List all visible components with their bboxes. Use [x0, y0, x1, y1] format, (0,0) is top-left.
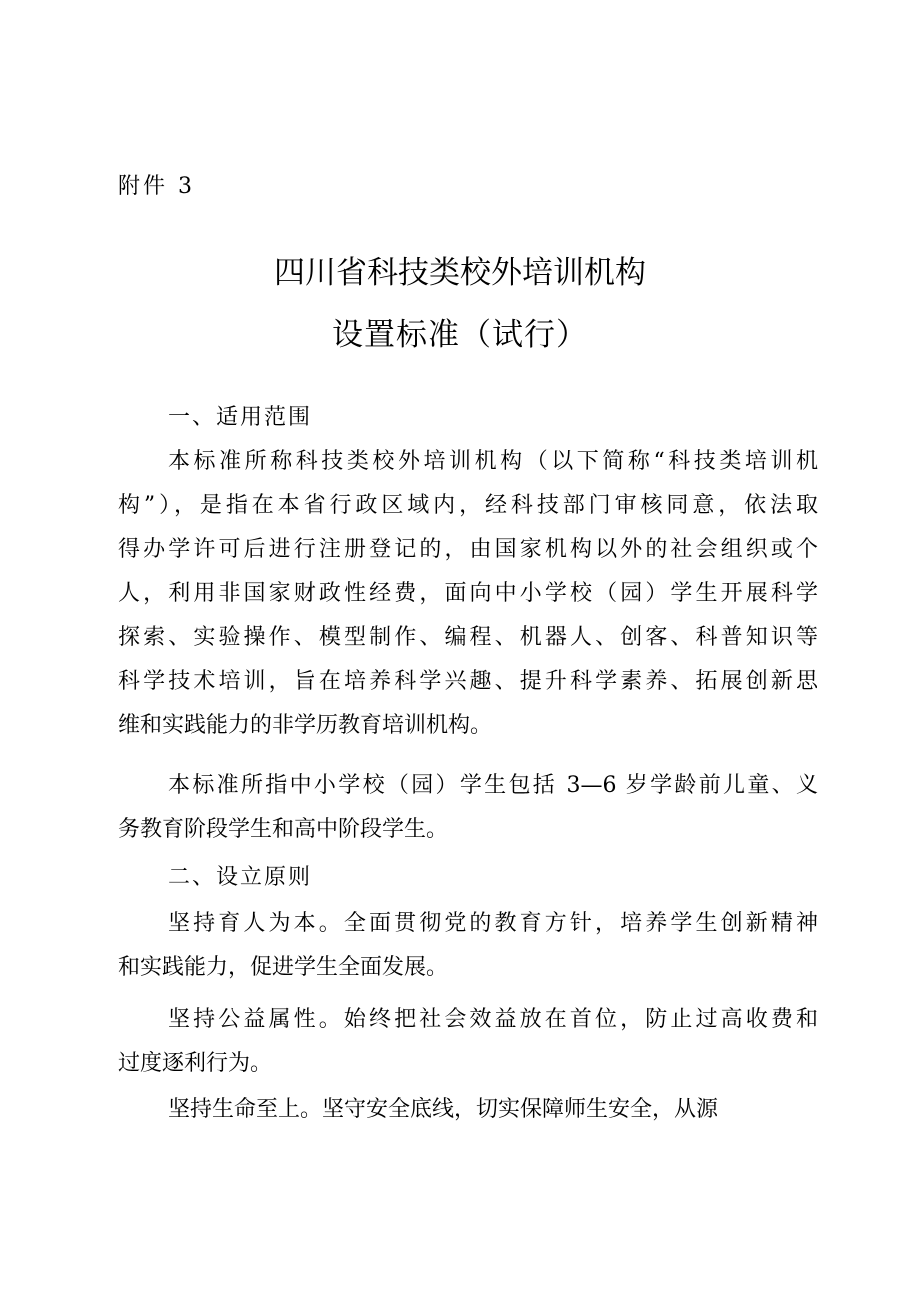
paragraph-line: 和实践能力，促进学生全面发展。	[118, 955, 449, 980]
paragraph-line: 人，利用非国家财政性经费，面向中小学校（园）学生开展科学	[118, 581, 818, 606]
paragraph-line: 本标准所称科技类校外培训机构（以下简称“科技类培训机	[168, 449, 818, 474]
document-title-line-1: 四川省科技类校外培训机构	[274, 255, 646, 291]
paragraph-line: 本标准所指中小学校（园）学生包括 3—6 岁学龄前儿童、义	[168, 773, 818, 798]
paragraph-line: 坚持公益属性。始终把社会效益放在首位，防止过高收费和	[168, 1007, 818, 1032]
section-heading: 二、设立原则	[168, 865, 313, 890]
paragraph-line: 维和实践能力的非学历教育培训机构。	[118, 713, 493, 738]
section-2	[118, 856, 818, 900]
paragraph-line: 构”），是指在本省行政区域内，经科技部门审核同意，依法取	[118, 493, 818, 518]
paragraph-line: 坚持生命至上。坚守安全底线，切实保障师生安全，从源	[168, 1097, 719, 1122]
paragraph-line: 探索、实验操作、模型制作、编程、机器人、创客、科普知识等	[118, 625, 818, 650]
section-heading: 一、适用范围	[168, 405, 313, 430]
paragraph-line: 得办学许可后进行注册登记的，由国家机构以外的社会组织或个	[118, 537, 818, 562]
paragraph-principle-2	[118, 998, 818, 1086]
paragraph-scope-definition	[118, 440, 818, 748]
paragraph-line: 务教育阶段学生和高中阶段学生。	[118, 817, 449, 842]
document-title-line-2: 设置标准（试行）	[332, 317, 588, 353]
section-1	[118, 396, 818, 440]
paragraph-principle-1	[118, 902, 818, 990]
paragraph-line: 过度逐利行为。	[118, 1051, 273, 1076]
paragraph-line: 坚持育人为本。全面贯彻党的教育方针，培养学生创新精神	[168, 911, 818, 936]
paragraph-student-scope	[118, 764, 818, 852]
attachment-label: 附件 3	[118, 174, 195, 199]
paragraph-line: 科学技术培训，旨在培养科学兴趣、提升科学素养、拓展创新思	[118, 669, 818, 694]
paragraph-principle-3	[118, 1088, 818, 1132]
